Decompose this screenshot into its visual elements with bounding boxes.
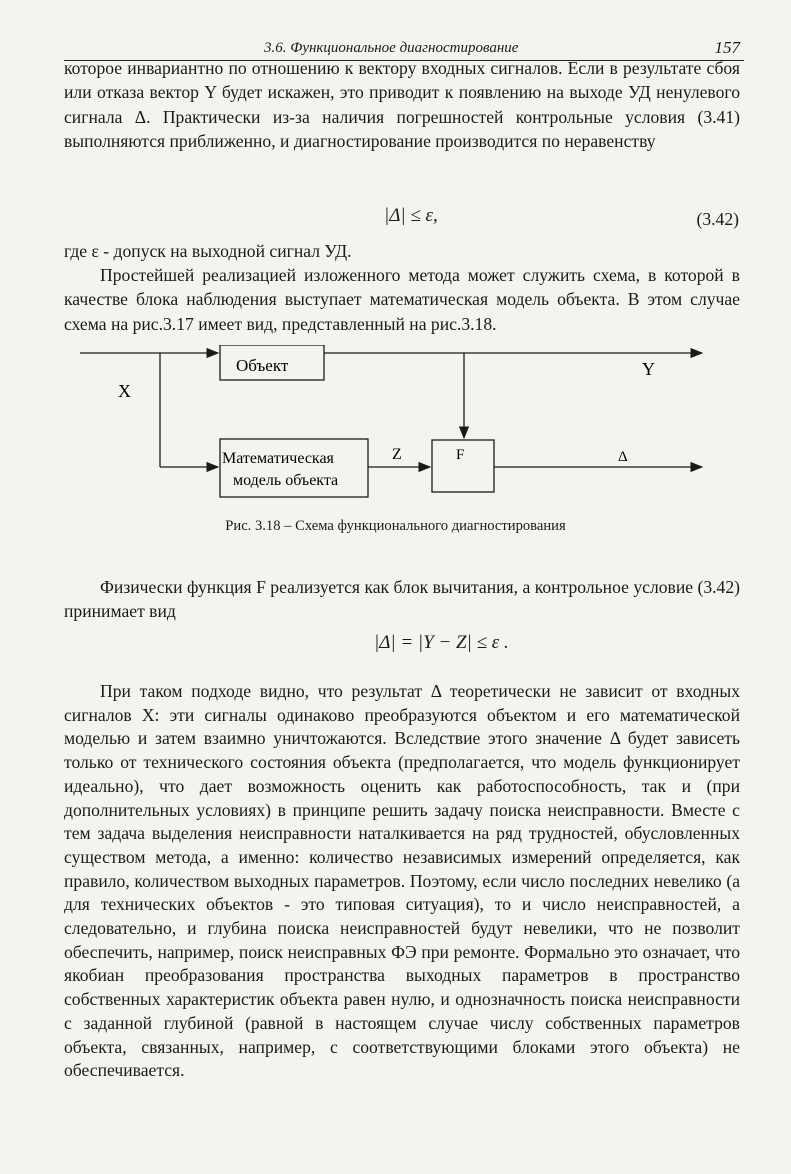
paragraph-1: которое инвариантно по отношению к вектору входных сигналов. Если в результате сбоя или отказа вектор Y будет искажен, это приводит к появлению на выходе УД ненулевого сигнала Δ. Практически из-за наличия погрешностей контрольные условия (3.41) выполняются приближенно, и диагностирование производится по неравенству: [64, 58, 740, 151]
page-number: 157: [714, 38, 740, 57]
running-title: 3.6. Функциональное диагностирование: [264, 40, 519, 56]
f-label: F: [456, 447, 465, 463]
object-label: Объект: [236, 356, 289, 375]
paragraph-3: Простейшей реализацией изложенного метода может служить схема, в которой в качестве блока наблюдения выступает математическая модель объекта. В этом случае схема на рис.3.17 имеет вид, представленный на рис.3.18.: [64, 265, 740, 334]
paragraph-2: где ε - допуск на выходной сигнал УД.: [64, 241, 352, 261]
equation-number: (3.42): [696, 209, 739, 229]
delta-label: Δ: [618, 449, 628, 465]
z-label: Z: [392, 446, 402, 463]
y-label: Y: [642, 359, 655, 379]
paragraph-4: Физически функция F реализуется как блок вычитания, а контрольное условие (3.42) принимает вид: [64, 577, 740, 622]
paragraph-5: При таком подходе видно, что результат Δ теоретически не зависит от входных сигналов X: эти сигналы одинаково преобразуются объектом и его математической моделью и затем взаимно уничтожаются. Вследствие этого значение Δ будет зависеть только от технического состояния объекта (предполагается, что модель функционирует идеально), что дает возможность оценить как работоспособность, так и (при дополнительных условиях) в принципе решить задачу поиска неисправности. Вместе с тем задача выделения неисправности наталкивается на ряд трудностей, обусловленных существом метода, а именно: количество независимых измерений определяется, как правило, количеством выходных параметров. Поэтому, если число последних невелико (а для технических объектов - это типовая ситуация), то и число неисправностей, а следовательно, и глубина поиска неисправностей будут невелики, что не позволит обеспечить, например, поиск неисправных ФЭ при ремонте. Формально это означает, что якобиан преобразования пространства выходных параметров в пространство собственных характеристик объекта равен нулю, и однозначность поиска неисправности с заданной глубиной (равной в настоящем случае числу собственных параметров объекта, связанных, например, с соответствующими блоками этого объекта) не обеспечивается.: [64, 681, 740, 1081]
figure-caption: Рис. 3.18 – Схема функционального диагностирования: [225, 518, 566, 534]
formula-3-42: |Δ| ≤ ε,: [384, 205, 438, 226]
x-label: X: [118, 381, 131, 401]
formula-delta: |Δ| = |Y − Z| ≤ ε .: [374, 632, 509, 653]
model-label-line1: Математическая: [222, 450, 334, 467]
model-label-line2: модель объекта: [233, 472, 339, 489]
functional-diagnosis-diagram: [0, 345, 791, 515]
